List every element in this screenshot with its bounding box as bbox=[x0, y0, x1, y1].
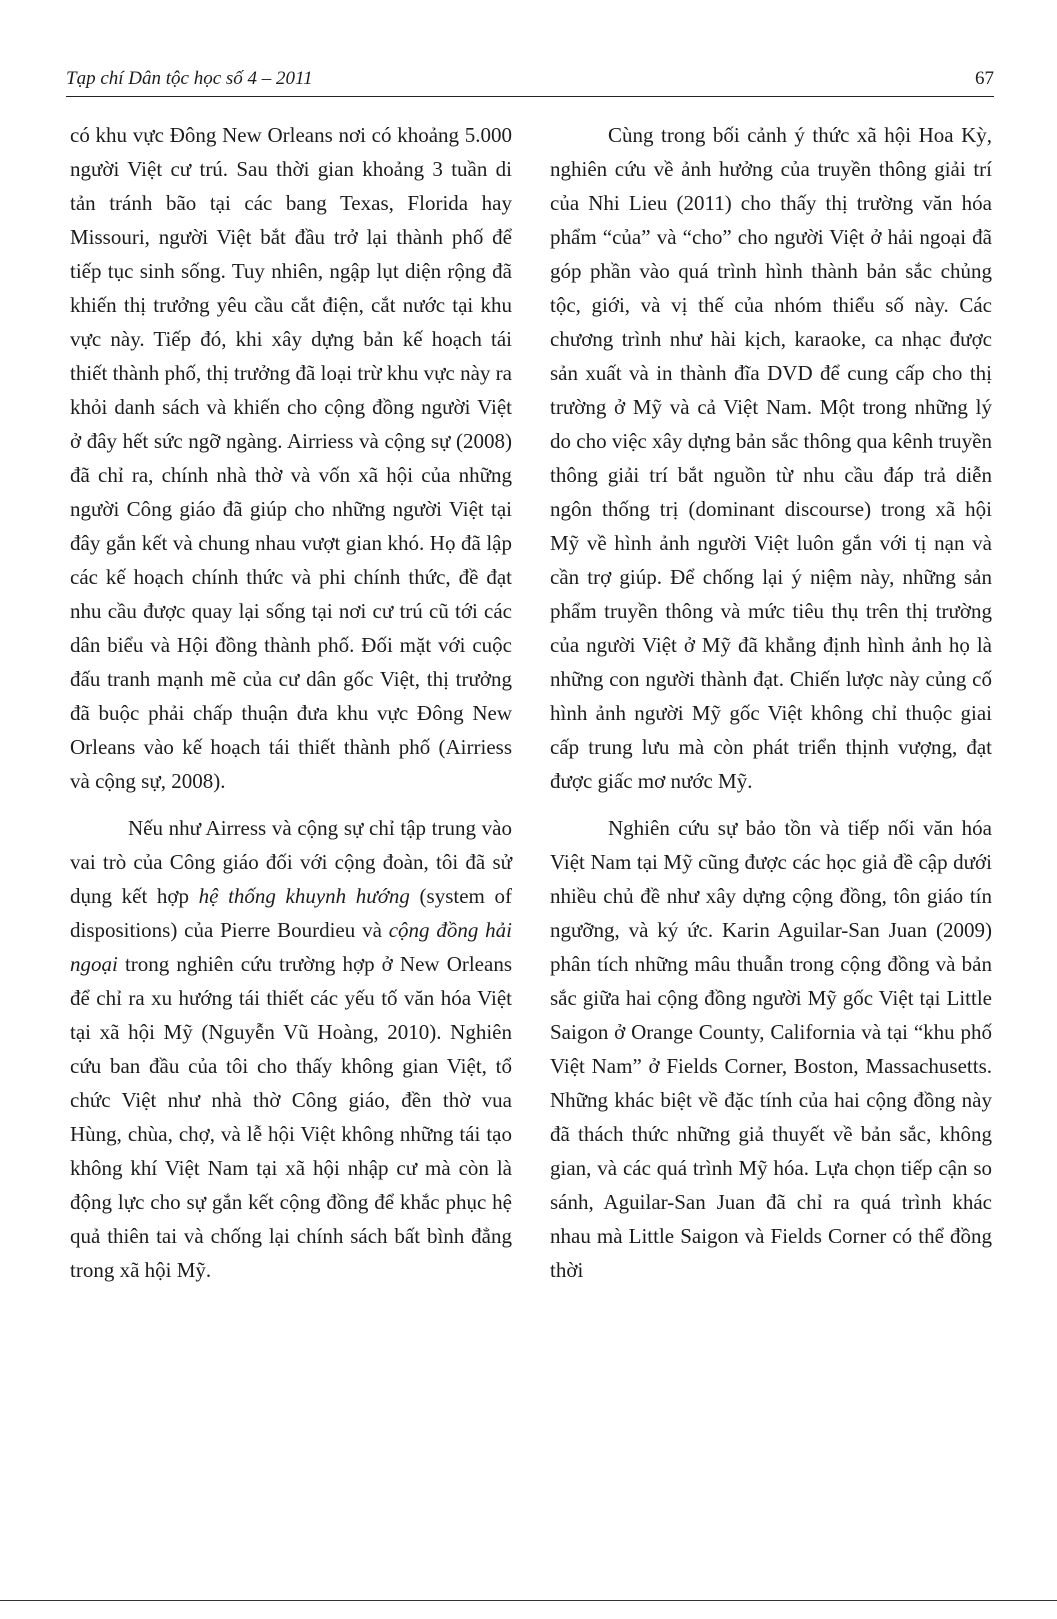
left-paragraph-1: có khu vực Đông New Orleans nơi có khoảng 5.000 người Việt cư trú. Sau thời gian khoảng 3 tuần di tản tránh bão tại các bang Texas, Florida hay Missouri, người Việt bắt đầu trở lại thành phố để tiếp tục sinh sống. Tuy nhiên, ngập lụt diện rộng đã khiến thị trưởng yêu cầu cắt điện, cắt nước tại khu vực này. Tiếp đó, khi xây dựng bản kế hoạch tái thiết thành phố, thị trưởng đã loại trừ khu vực này ra khỏi danh sách và khiến cho cộng đồng người Việt ở đây hết sức ngỡ ngàng. Airriess và cộng sự (2008) đã chỉ ra, chính nhà thờ và vốn xã hội của những người Công giáo đã giúp cho những người Việt tại đây gắn kết và chung nhau vượt gian khó. Họ đã lập các kế hoạch chính thức và phi chính thức, đề đạt nhu cầu được quay lại sống tại nơi cư trú cũ tới các dân biểu và Hội đồng thành phố. Đối mặt với cuộc đấu tranh mạnh mẽ của cư dân gốc Việt, thị trưởng đã buộc phải chấp thuận đưa khu vực Đông New Orleans vào kế hoạch tái thiết thành phố (Airriess và cộng sự, 2008). bbox=[70, 123, 512, 793]
left-p2-text-c: trong nghiên cứu trường hợp ở New Orleans để chỉ ra xu hướng tái thiết các yếu tố văn hóa Việt tại xã hội Mỹ (Nguyễn Vũ Hoàng, 2010). Nghiên cứu ban đầu của tôi cho thấy không gian Việt, tổ chức Việt như nhà thờ Công giáo, đền thờ vua Hùng, chùa, chợ, và lễ hội Việt không những tái tạo không khí Việt Nam tại xã hội nhập cư mà còn là động lực cho sự gắn kết cộng đồng để khắc phục hệ quả thiên tai và chống lại chính sách bất bình đẳng trong xã hội Mỹ. bbox=[70, 952, 512, 1282]
term-system-of-dispositions: hệ thống khuynh hướng bbox=[198, 884, 410, 908]
left-column bbox=[70, 118, 512, 1300]
left-paragraph-2 bbox=[70, 811, 512, 1287]
right-column bbox=[550, 118, 992, 1300]
bottom-rule bbox=[0, 1600, 1057, 1601]
journal-title: Tạp chí Dân tộc học số 4 – 2011 bbox=[66, 68, 313, 89]
term-overseas-community: cộng đồng hải ngoại bbox=[70, 918, 513, 976]
page-number: 67 bbox=[975, 68, 994, 89]
left-p2-text-b: (system of dispositions) của Pierre Bourdieu và bbox=[70, 884, 512, 942]
left-p2-text-a: Nếu như Airress và cộng sự chỉ tập trung vào vai trò của Công giáo đối với cộng đoàn, tôi đã sử dụng kết hợp bbox=[70, 816, 512, 908]
right-paragraph-1: Cùng trong bối cảnh ý thức xã hội Hoa Kỳ, nghiên cứu về ảnh hưởng của truyền thông giải trí của Nhi Lieu (2011) cho thấy thị trường văn hóa phẩm “của” và “cho” cho người Việt ở hải ngoại đã góp phần vào quá trình hình thành bản sắc chủng tộc, giới, và vị thế của nhóm thiểu số này. Các chương trình như hài kịch, karaoke, ca nhạc được sản xuất và in thành đĩa DVD để cung cấp cho thị trường ở Mỹ và cả Việt Nam. Một trong những lý do cho việc xây dựng bản sắc thông qua kênh truyền thông giải trí bắt nguồn từ nhu cầu đáp trả diễn ngôn thống trị (dominant discourse) trong xã hội Mỹ về hình ảnh người Việt luôn gắn với tị nạn và cần trợ giúp. Để chống lại ý niệm này, những sản phẩm truyền thông và mức tiêu thụ trên thị trường của người Việt ở Mỹ đã khẳng định hình ảnh họ là những con người thành đạt. Chiến lược này củng cố hình ảnh người Mỹ gốc Việt không chỉ thuộc giai cấp trung lưu mà còn phát triển thịnh vượng, đạt được giấc mơ nước Mỹ. bbox=[550, 123, 992, 793]
running-header bbox=[66, 66, 994, 97]
right-paragraph-2: Nghiên cứu sự bảo tồn và tiếp nối văn hóa Việt Nam tại Mỹ cũng được các học giả đề cập dưới nhiều chủ đề như xây dựng cộng đồng, tôn giáo tín ngưỡng, và ký ức. Karin Aguilar-San Juan (2009) phân tích những mâu thuẫn trong cộng đồng và bản sắc giữa hai cộng đồng người Mỹ gốc Việt tại Little Saigon ở Orange County, California và tại “khu phố Việt Nam” ở Fields Corner, Boston, Massachusetts. Những khác biệt về đặc tính của hai cộng đồng này đã thách thức những giả thuyết về bản sắc, không gian, và các quá trình Mỹ hóa. Lựa chọn tiếp cận so sánh, Aguilar-San Juan đã chỉ ra quá trình khác nhau mà Little Saigon và Fields Corner có thể đồng thời bbox=[550, 816, 992, 1282]
